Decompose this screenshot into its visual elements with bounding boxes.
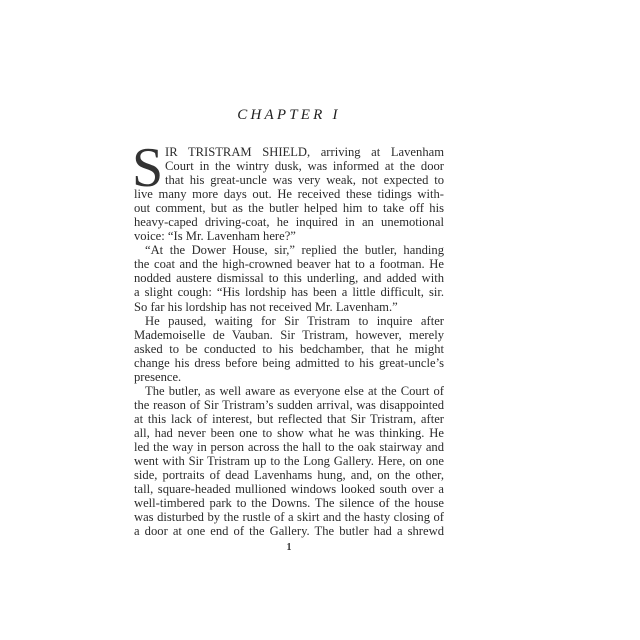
text-line: IR TRISTRAM SHIELD, arriving at Lavenham [165,145,444,159]
text-line: a slight cough: “His lordship has been a little difficult, sir. [134,285,444,300]
page-number: 1 [286,542,292,553]
text-line: tall, square-headed mullioned windows looked south over a [134,482,444,497]
text-line: the reason of Sir Tristram’s sudden arrival, was disappointed [134,397,444,412]
text-line: live many more days out. He received these tidings with- [134,187,444,202]
text-line: He paused, waiting for Sir Tristram to inquire after [145,313,444,328]
text-line: voice: “Is Mr. Lavenham here?” [134,229,296,244]
text-line: Court in the wintry dusk, was informed at the door [165,159,444,174]
text-line: the coat and the high-crowned beaver hat to a footman. He [134,257,444,272]
drop-cap: S [132,137,164,199]
text-line: change his dress before being admitted to his great-uncle’s [134,355,444,370]
text-line: well-timbered park to the Downs. The silence of the house [134,496,444,511]
text-line: at this lack of interest, but reflected that Sir Tristram, after [134,411,444,426]
text-line: was disturbed by the rustle of a skirt and the hasty closing of [134,510,444,525]
text-line: The butler, as well aware as everyone else at the Court of [145,383,444,398]
text-line: all, had never been one to show what he was thinking. He [134,425,444,440]
text-line: side, portraits of dead Lavenhams hung, and, on the other, [134,468,444,483]
text-line: heavy-caped driving-coat, he inquired in an unemotional [134,215,444,230]
text-line: a door at one end of the Gallery. The butler had a shrewd [134,524,444,539]
text-line: led the way in person across the hall to the oak stairway and [134,439,444,454]
text-line: out comment, but as the butler helped him to take off his [134,201,444,216]
text-line: Mademoiselle de Vauban. Sir Tristram, however, merely [134,327,444,342]
text-line: presence. [134,369,182,384]
text-line: that his great-uncle was very weak, not expected to [165,173,444,188]
text-line: asked to be conducted to his bedchamber, that he might [134,341,444,356]
chapter-heading: CHAPTER I [237,107,341,123]
text-line: So far his lordship has not received Mr. Lavenham.” [134,299,398,314]
text-line: went with Sir Tristram up to the Long Gallery. Here, on one [134,454,444,469]
chapter-body-text [132,137,444,539]
text-line: “At the Dower House, sir,” replied the butler, handing [145,243,444,258]
text-line: nodded austere dismissal to this underling, and added with [134,271,444,286]
